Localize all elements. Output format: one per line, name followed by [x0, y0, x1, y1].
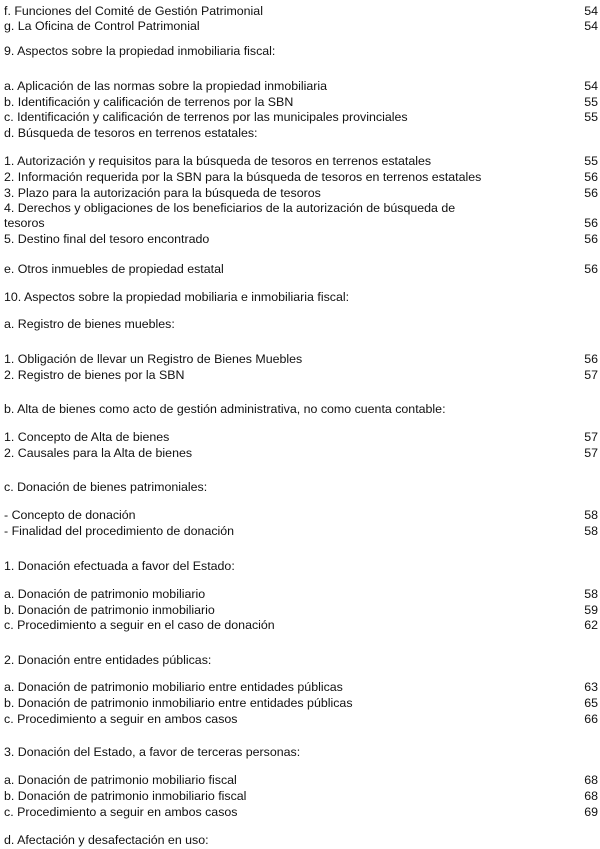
- toc-entry: [4, 804, 598, 820]
- toc-entry-page: 54: [584, 19, 598, 33]
- toc-entry: [4, 523, 598, 539]
- toc-entry: [4, 316, 598, 332]
- toc-entry-title: c. Identificación y calificación de terrenos por las municipales provinciales: [4, 110, 408, 124]
- toc-entry: [4, 401, 598, 417]
- toc-entry: [4, 18, 598, 34]
- toc-entry-title: b. Identificación y calificación de terrenos por la SBN: [4, 95, 294, 109]
- toc-entry-title: a. Registro de bienes muebles:: [4, 317, 175, 331]
- toc-entry: [4, 652, 598, 668]
- toc-entry: [4, 617, 598, 633]
- toc-entry-title: 5. Destino final del tesoro encontrado: [4, 232, 210, 246]
- toc-entry-page: 58: [584, 524, 598, 538]
- toc-entry-page: 55: [584, 110, 598, 124]
- toc-entry: [4, 711, 598, 727]
- toc-entry-title: c. Procedimiento a seguir en el caso de donación: [4, 618, 275, 632]
- toc-entry-page: 69: [584, 805, 598, 819]
- toc-entry-title: c. Procedimiento a seguir en ambos casos: [4, 805, 238, 819]
- toc-entry-title: 3. Plazo para la autorización para la búsqueda de tesoros: [4, 186, 321, 200]
- toc-entry: [4, 78, 598, 94]
- toc-entry-title: 3. Donación del Estado, a favor de terceras personas:: [4, 745, 301, 759]
- toc-entry-page: 57: [584, 430, 598, 444]
- toc-entry-page: 68: [584, 789, 598, 803]
- toc-entry: [4, 558, 598, 574]
- toc-entry: [4, 367, 598, 383]
- toc-entry-title: a. Aplicación de las normas sobre la propiedad inmobiliaria: [4, 79, 328, 93]
- toc-entry: [4, 772, 598, 788]
- toc-entry-title: 2. Causales para la Alta de bienes: [4, 446, 193, 460]
- toc-entry-title: - Finalidad del procedimiento de donación: [4, 524, 235, 538]
- toc-entry-title: 1. Concepto de Alta de bienes: [4, 430, 170, 444]
- toc-entry-page: 66: [584, 712, 598, 726]
- toc-entry: [4, 429, 598, 445]
- toc-entry: [4, 445, 598, 461]
- toc-entry-title: 4. Derechos y obligaciones de los beneficiarios de la autorización de búsqueda de: [4, 201, 456, 215]
- toc-entry-page: 56: [584, 170, 598, 184]
- toc-entry-page: 63: [584, 680, 598, 694]
- toc-entry: [4, 185, 598, 201]
- toc-entry-title: tesoros: [4, 216, 45, 230]
- toc-entry: [4, 832, 598, 848]
- toc-entry-page: 58: [584, 508, 598, 522]
- toc-entry-page: 56: [584, 352, 598, 366]
- toc-entry-page: 55: [584, 154, 598, 168]
- toc-entry: [4, 261, 598, 277]
- toc-entry: [4, 43, 598, 59]
- toc-entry: [4, 153, 598, 169]
- toc-entry-title: d. Afectación y desafectación en uso:: [4, 833, 209, 847]
- toc-entry: [4, 479, 598, 495]
- toc-entry-title: a. Donación de patrimonio mobiliario: [4, 587, 206, 601]
- toc-entry-title: - Concepto de donación: [4, 508, 136, 522]
- toc-entry-title: 1. Donación efectuada a favor del Estado:: [4, 559, 235, 573]
- toc-entry: [4, 289, 598, 305]
- toc-entry-page: 54: [584, 79, 598, 93]
- toc-entry-title: 2. Donación entre entidades públicas:: [4, 653, 212, 667]
- toc-entry-title: b. Donación de patrimonio inmobiliario fiscal: [4, 789, 247, 803]
- toc-entry-page: 62: [584, 618, 598, 632]
- toc-entry-page: 68: [584, 773, 598, 787]
- toc-entry-title: b. Donación de patrimonio inmobiliario: [4, 603, 215, 617]
- toc-entry-title: f. Funciones del Comité de Gestión Patrimonial: [4, 4, 263, 18]
- toc-entry: [4, 3, 598, 19]
- toc-entry-title: a. Donación de patrimonio mobiliario entre entidades públicas: [4, 680, 343, 694]
- toc-entry-page: 56: [584, 216, 598, 230]
- toc-entry-title: c. Procedimiento a seguir en ambos casos: [4, 712, 238, 726]
- toc-entry: [4, 788, 598, 804]
- toc-entry: [4, 109, 598, 125]
- toc-entry-page: 58: [584, 587, 598, 601]
- toc-entry: [4, 507, 598, 523]
- toc-entry-title: e. Otros inmuebles de propiedad estatal: [4, 262, 224, 276]
- toc-entry-page: 54: [584, 4, 598, 18]
- toc-entry-title: d. Búsqueda de tesoros en terrenos estatales:: [4, 126, 258, 140]
- toc-entry: [4, 695, 598, 711]
- toc-entry-title: b. Alta de bienes como acto de gestión administrativa, no como cuenta contable:: [4, 402, 446, 416]
- toc-entry-title: g. La Oficina de Control Patrimonial: [4, 19, 200, 33]
- toc-entry: [4, 125, 598, 141]
- toc-entry-title: 9. Aspectos sobre la propiedad inmobiliaria fiscal:: [4, 44, 276, 58]
- toc-entry: [4, 602, 598, 618]
- toc-entry-page: 57: [584, 446, 598, 460]
- toc-entry: [4, 679, 598, 695]
- toc-entry: [4, 215, 598, 231]
- toc-entry-page: 56: [584, 186, 598, 200]
- toc-entry-title: c. Donación de bienes patrimoniales:: [4, 480, 208, 494]
- toc-entry: [4, 200, 598, 216]
- toc-entry: [4, 231, 598, 247]
- toc-entry: [4, 94, 598, 110]
- toc-entry-page: 65: [584, 696, 598, 710]
- toc-entry-title: b. Donación de patrimonio inmobiliario entre entidades públicas: [4, 696, 353, 710]
- toc-entry: [4, 744, 598, 760]
- toc-entry-page: 57: [584, 368, 598, 382]
- toc-entry: [4, 169, 598, 185]
- toc-entry-page: 59: [584, 603, 598, 617]
- toc-entry: [4, 351, 598, 367]
- toc-entry-page: 56: [584, 232, 598, 246]
- toc-entry-title: 1. Obligación de llevar un Registro de Bienes Muebles: [4, 352, 303, 366]
- toc-entry-page: 56: [584, 262, 598, 276]
- toc-entry-title: 1. Autorización y requisitos para la búsqueda de tesoros en terrenos estatales: [4, 154, 432, 168]
- toc-entry: [4, 586, 598, 602]
- toc-entry-page: 55: [584, 95, 598, 109]
- toc-entry-title: 2. Registro de bienes por la SBN: [4, 368, 185, 382]
- toc-entry-title: a. Donación de patrimonio mobiliario fiscal: [4, 773, 237, 787]
- toc-entry-title: 10. Aspectos sobre la propiedad mobiliaria e inmobiliaria fiscal:: [4, 290, 350, 304]
- toc-entry-title: 2. Información requerida por la SBN para la búsqueda de tesoros en terrenos estatales: [4, 170, 482, 184]
